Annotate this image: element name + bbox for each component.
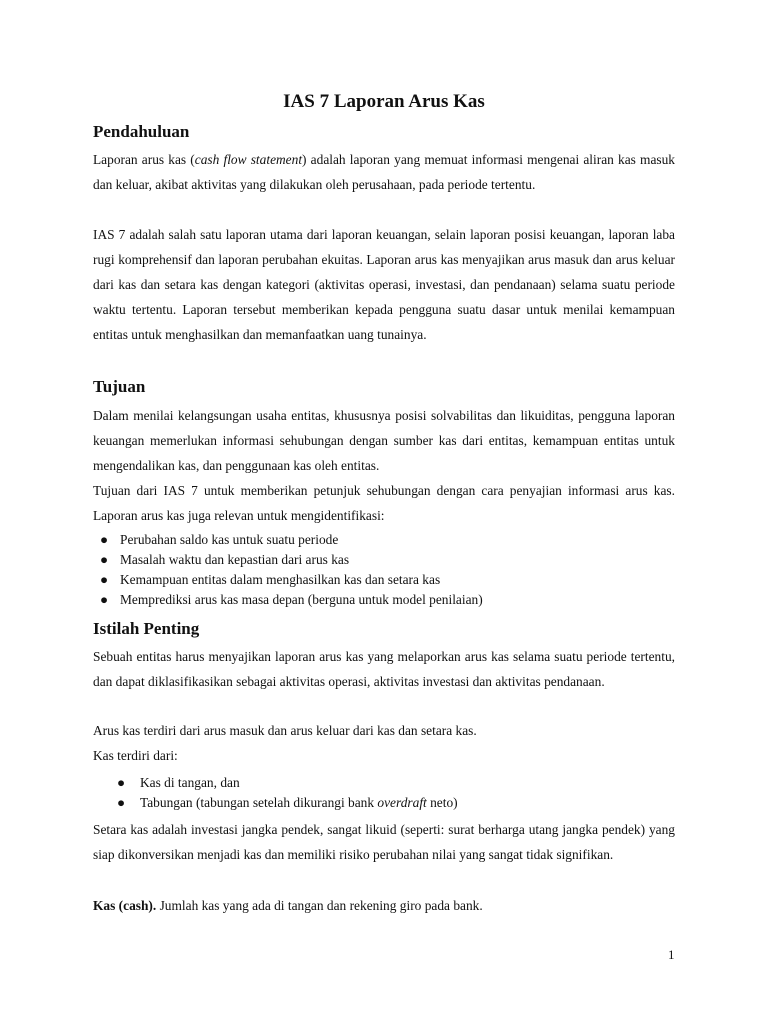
bullet-icon: ● [117, 775, 126, 790]
bullet-icon: ● [100, 552, 109, 567]
bullet-icon: ● [100, 532, 109, 547]
italic-term: overdraft [377, 795, 427, 810]
paragraph-pendahuluan-2: IAS 7 adalah salah satu laporan utama dari laporan keuangan, selain laporan posisi keuangan, laporan laba rugi komprehensif dan laporan perubahan ekuitas. Laporan arus kas menyajikan arus masuk dan arus keluar dari kas dan setara kas dengan kategori (aktivitas operasi, investasi, dan pendanaan) selama suatu periode waktu tertentu. Laporan tersebut memberikan kepada pengguna suatu dasar untuk menilai kemampuan entitas untuk menghasilkan dan memanfaatkan uang tunainya. [93, 227, 675, 342]
italic-term: cash flow statement [194, 152, 303, 167]
list-item: ● Kas di tangan, dan [93, 773, 675, 793]
list-item: ● Tabungan (tabungan setelah dikurangi bank overdraft neto) [93, 793, 675, 813]
text-span: Laporan arus kas ( [93, 152, 195, 167]
paragraph-pendahuluan-1 [93, 147, 675, 197]
kas-bullet-list [93, 773, 675, 813]
paragraph-istilah-1: Sebuah entitas harus menyajikan laporan arus kas yang melaporkan arus kas selama suatu periode tertentu, dan dapat diklasifikasikan sebagai aktivitas operasi, aktivitas investasi dan aktivitas pendanaan. [93, 649, 675, 689]
heading-pendahuluan: Pendahuluan [93, 122, 190, 141]
bullet-icon: ● [117, 795, 126, 810]
tujuan-bullet-list [93, 530, 675, 610]
list-item: ● Masalah waktu dan kepastian dari arus kas [93, 550, 675, 570]
paragraph-istilah-4: Setara kas adalah investasi jangka pendek, sangat likuid (seperti: surat berharga utang jangka pendek) yang siap dikonversikan menjadi kas dan memiliki risiko perubahan nilai yang sangat tidak signifikan. [93, 822, 675, 862]
bullet-icon: ● [100, 572, 109, 587]
paragraph-istilah-5: Kas (cash). Jumlah kas yang ada di tangan dan rekening giro pada bank. [93, 898, 483, 913]
heading-istilah-penting: Istilah Penting [93, 619, 200, 638]
paragraph-tujuan-1: Dalam menilai kelangsungan usaha entitas, khususnya posisi solvabilitas dan likuiditas, pengguna laporan keuangan memerlukan informasi sehubungan dengan sumber kas dari entitas, kemampuan entitas untuk mengendalikan kas, dan penggunaan kas oleh entitas. [93, 408, 675, 473]
page-number: 1 [668, 947, 675, 962]
paragraph-tujuan-2: Tujuan dari IAS 7 untuk memberikan petunjuk sehubungan dengan cara penyajian informasi arus kas. Laporan arus kas juga relevan untuk mengidentifikasi: [93, 483, 675, 523]
bold-term: Kas (cash). [93, 898, 157, 913]
paragraph-istilah-2: Arus kas terdiri dari arus masuk dan arus keluar dari kas dan setara kas. [93, 723, 477, 738]
paragraph-istilah-3: Kas terdiri dari: [93, 748, 178, 763]
list-item: ● Kemampuan entitas dalam menghasilkan kas dan setara kas [93, 570, 675, 590]
document-title: IAS 7 Laporan Arus Kas [283, 91, 485, 112]
list-item: ● Memprediksi arus kas masa depan (berguna untuk model penilaian) [93, 590, 675, 610]
bullet-icon: ● [100, 592, 109, 607]
text-span: ) adalah laporan yang memuat informasi mengenai aliran kas masuk dan keluar, akibat aktivitas yang dilakukan oleh perusahaan, pada periode tertentu. [93, 152, 675, 192]
list-item: ● Perubahan saldo kas untuk suatu periode [93, 530, 675, 550]
heading-tujuan: Tujuan [93, 377, 146, 396]
